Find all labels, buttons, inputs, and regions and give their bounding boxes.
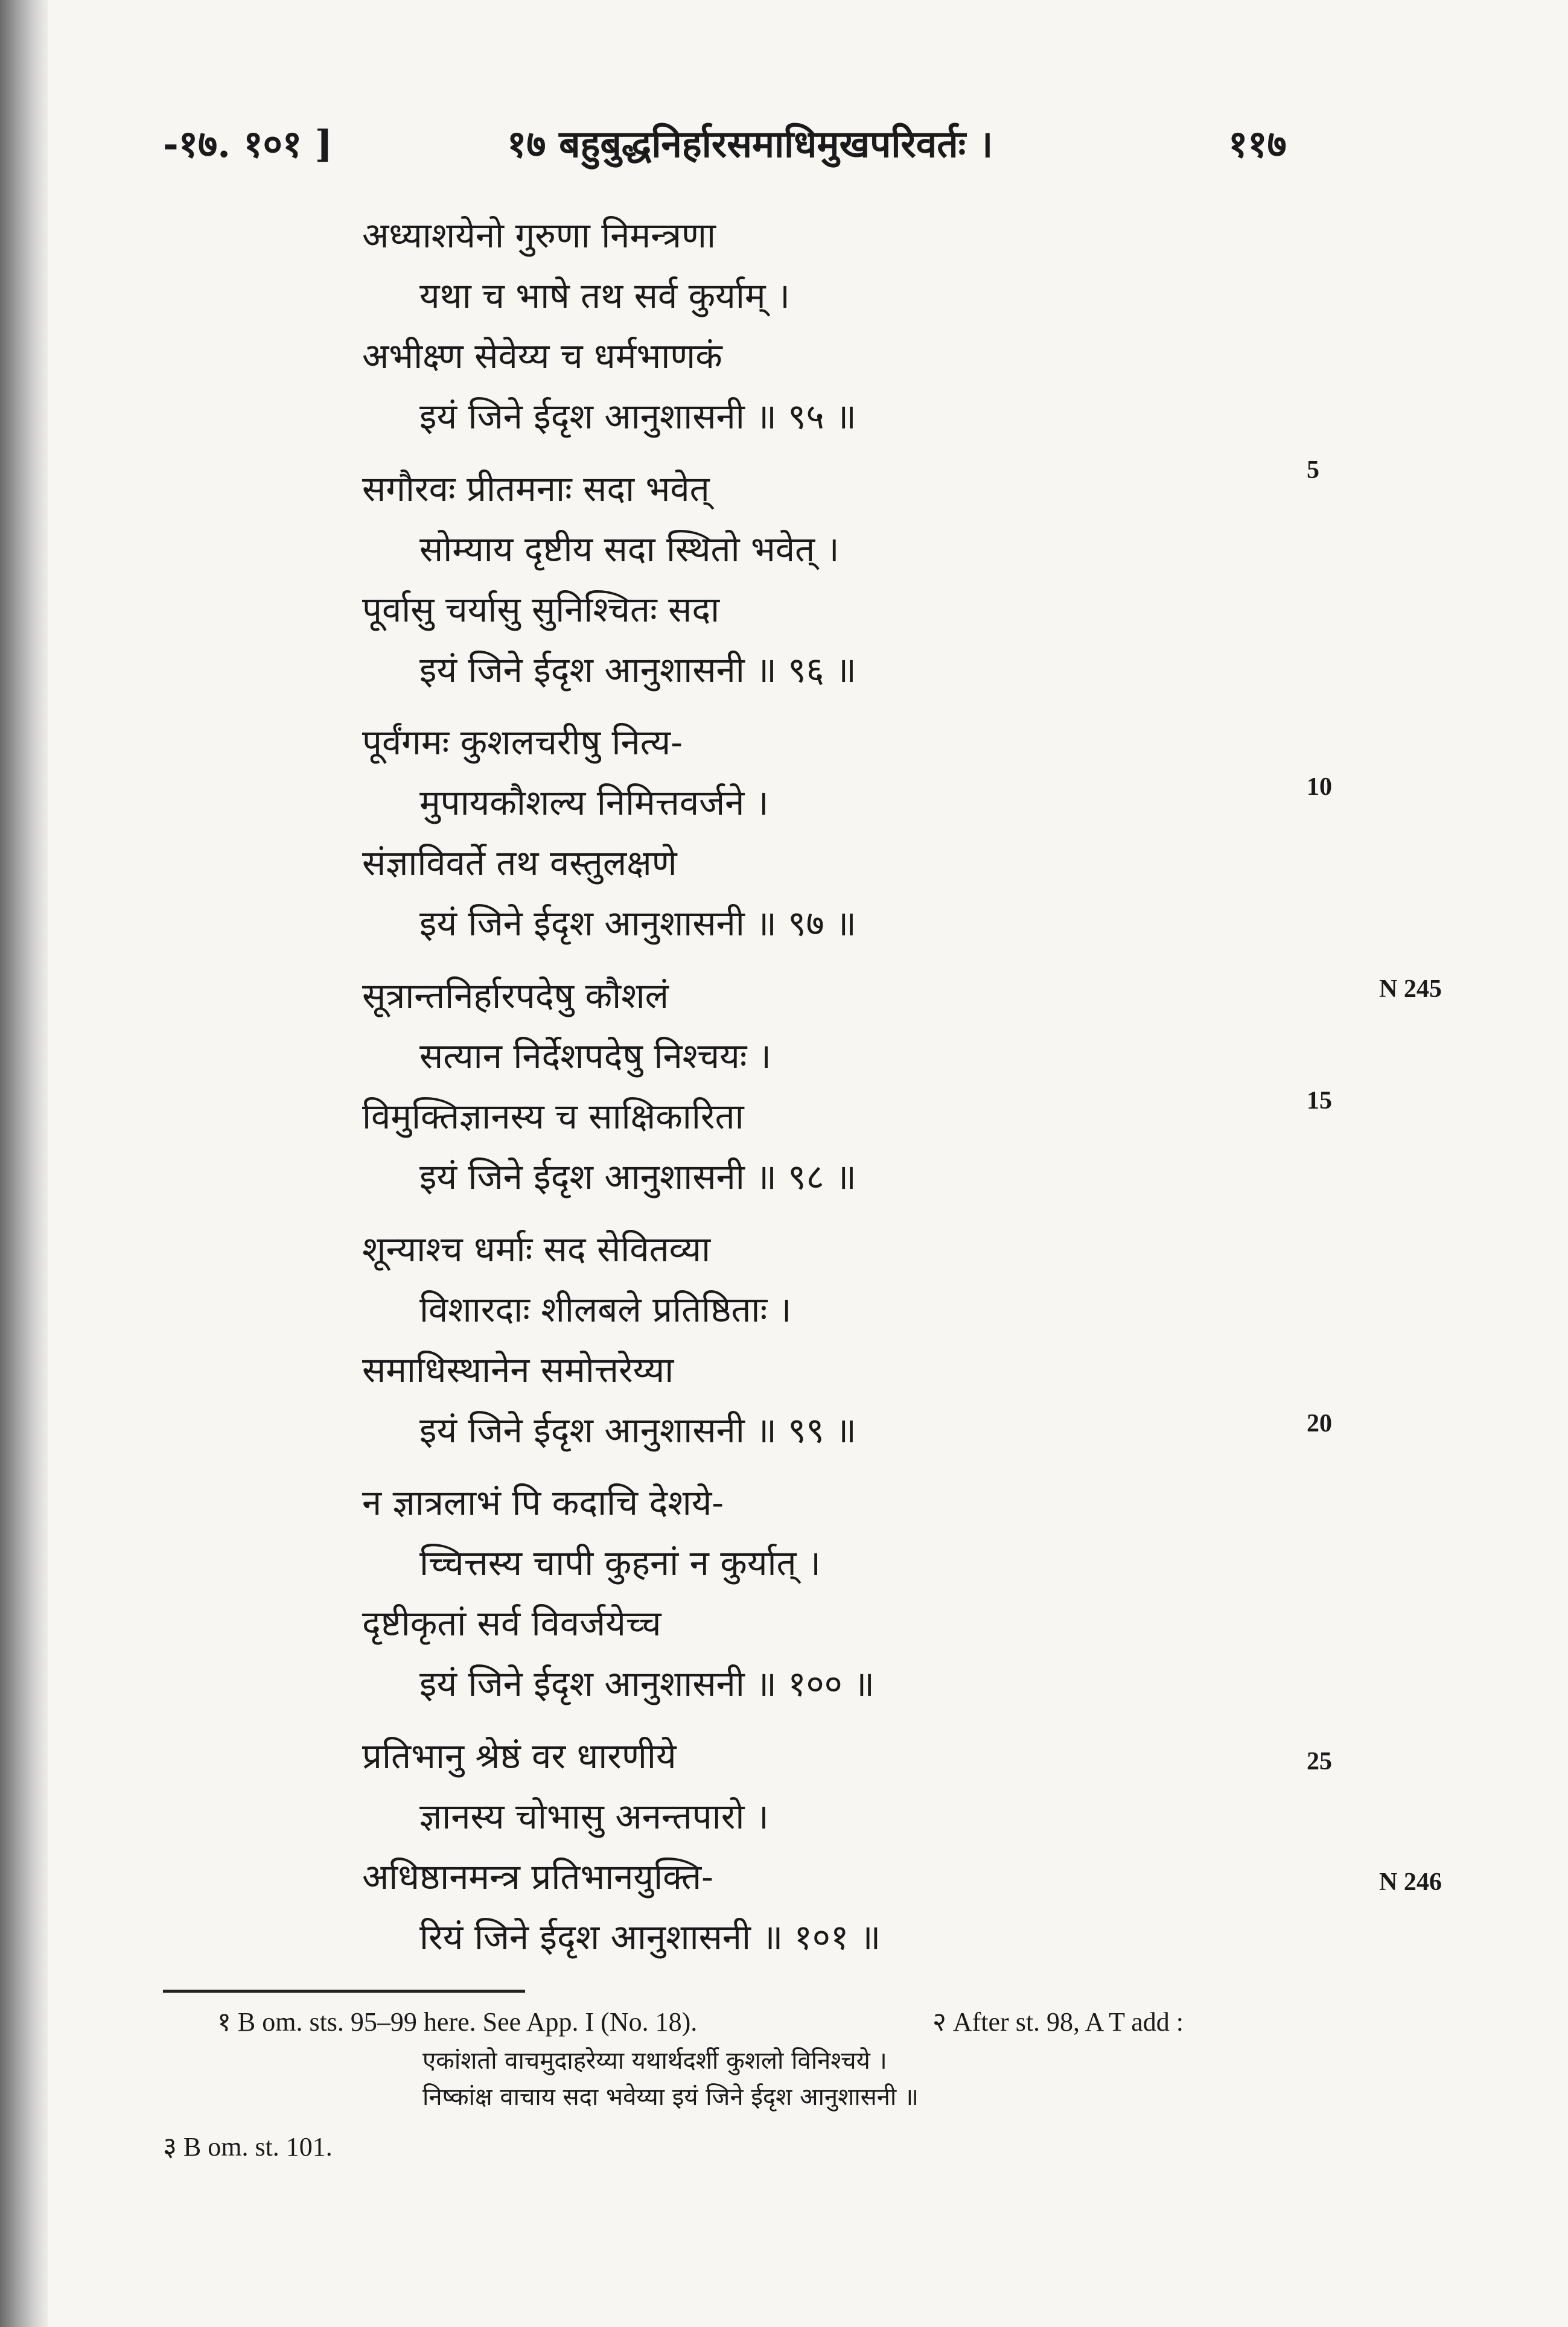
- stanza-101: [362, 1726, 1267, 1967]
- verse-line: प्रतिभानु श्रेष्ठं वर धारणीये: [362, 1736, 677, 1777]
- verse-line: इयं जिने ईदृश आनुशासनी ॥ ९५ ॥: [419, 396, 856, 437]
- manuscript-folio-ref: N 245: [1379, 975, 1442, 1003]
- footnote-rule: [163, 1990, 525, 1993]
- stanza-96: [362, 459, 1267, 700]
- verse-line: इयं जिने ईदृश आनुशासनी ॥ ९९ ॥: [419, 1410, 856, 1451]
- verse-line: इयं जिने ईदृश आनुशासनी ॥ ९८ ॥: [419, 1156, 856, 1197]
- footnote-2-verse-line: एकांशतो वाचमुदाहरेय्या यथार्थदर्शी कुशलो विनिश्चये ।: [422, 2047, 887, 2075]
- page-number: ११७: [1228, 122, 1287, 166]
- verse-line: संज्ञाविवर्ते तथ वस्तुलक्षणे: [362, 842, 677, 883]
- stanza-99: [362, 1219, 1267, 1460]
- chapter-title: १७ बहुबुद्धनिर्हारसमाधिमुखपरिवर्तः ।: [507, 122, 993, 166]
- line-number-margin: 15: [1307, 1087, 1332, 1115]
- verse-line: समाधिस्थानेन समोत्तरेय्या: [362, 1349, 674, 1390]
- stanza-100: [362, 1472, 1267, 1714]
- verse-line: इयं जिने ईदृश आनुशासनी ॥ १०० ॥: [419, 1663, 875, 1704]
- line-number-margin: 25: [1307, 1748, 1332, 1775]
- footnote-2-verse-line: निष्कांक्ष वाचाय सदा भवेय्या इयं जिने ईदृश आनुशासनी ॥: [422, 2083, 919, 2111]
- verse-line: यथा च भाषे तथ सर्व कुर्याम् ।: [419, 275, 790, 316]
- stanza-98: [362, 966, 1267, 1207]
- verse-line: च्चित्तस्य चापी कुहनां न कुर्यात् ।: [419, 1542, 821, 1584]
- stanza-97: [362, 712, 1267, 953]
- verse-line: अध्याशयेनो गुरुणा निमन्त्रणा: [362, 215, 716, 256]
- verse-line: विशारदाः शीलबले प्रतिष्ठिताः ।: [419, 1289, 792, 1330]
- line-number-margin: 5: [1307, 456, 1319, 484]
- verse-line: सोम्याय दृष्टीय सदा स्थितो भवेत् ।: [419, 529, 840, 570]
- verse-line: सत्यान निर्देशपदेषु निश्चयः ।: [419, 1036, 771, 1077]
- line-number-margin: 20: [1307, 1410, 1332, 1437]
- verse-line: अभीक्ष्ण सेवेय्य च धर्मभाणकं: [362, 336, 722, 377]
- verse-line: दृष्टीकृतां सर्व विवर्जयेच्च: [362, 1603, 661, 1644]
- verse-line: विमुक्तिज्ञानस्य च साक्षिकारिता: [362, 1096, 744, 1137]
- verse-line: न ज्ञात्रलाभं पि कदाचि देशये-: [362, 1482, 724, 1523]
- verse-line: रियं जिने ईदृश आनुशासनी ॥ १०१ ॥: [419, 1917, 881, 1958]
- manuscript-folio-ref: N 246: [1379, 1868, 1442, 1896]
- verse-line: शून्याश्च धर्माः सद सेवितव्या: [362, 1229, 711, 1270]
- verse-line: अधिष्ठानमन्त्र प्रतिभानयुक्ति-: [362, 1856, 713, 1897]
- line-number-margin: 10: [1307, 773, 1332, 801]
- verse-line: सूत्रान्तनिर्हारपदेषु कौशलं: [362, 975, 669, 1016]
- verse-line: पूर्वासु चर्यासु सुनिश्चितः सदा: [362, 589, 720, 630]
- verse-line: पूर्वंगमः कुशलचरीषु नित्य-: [362, 722, 683, 763]
- footnote-3: ३ B om. st. 101.: [163, 2132, 333, 2162]
- verse-line: मुपायकौशल्य निमित्तवर्जने ।: [419, 782, 769, 823]
- footnote-1: १ B om. sts. 95–99 here. See App. I (No. 18).: [217, 2007, 698, 2037]
- page-running-ref: -१७. १०१ ]: [163, 122, 333, 166]
- footnote-2: २ After st. 98, A T add :: [932, 2007, 1184, 2037]
- verse-line: ज्ञानस्य चोभासु अनन्तपारो ।: [419, 1796, 769, 1837]
- verse-line: इयं जिने ईदृश आनुशासनी ॥ ९६ ॥: [419, 649, 856, 690]
- stanza-95: [362, 205, 1267, 447]
- scan-edge-shadow: [0, 0, 48, 2327]
- verse-line: सगौरवः प्रीतमनाः सदा भवेत्: [362, 468, 710, 509]
- verse-line: इयं जिने ईदृश आनुशासनी ॥ ९७ ॥: [419, 903, 856, 944]
